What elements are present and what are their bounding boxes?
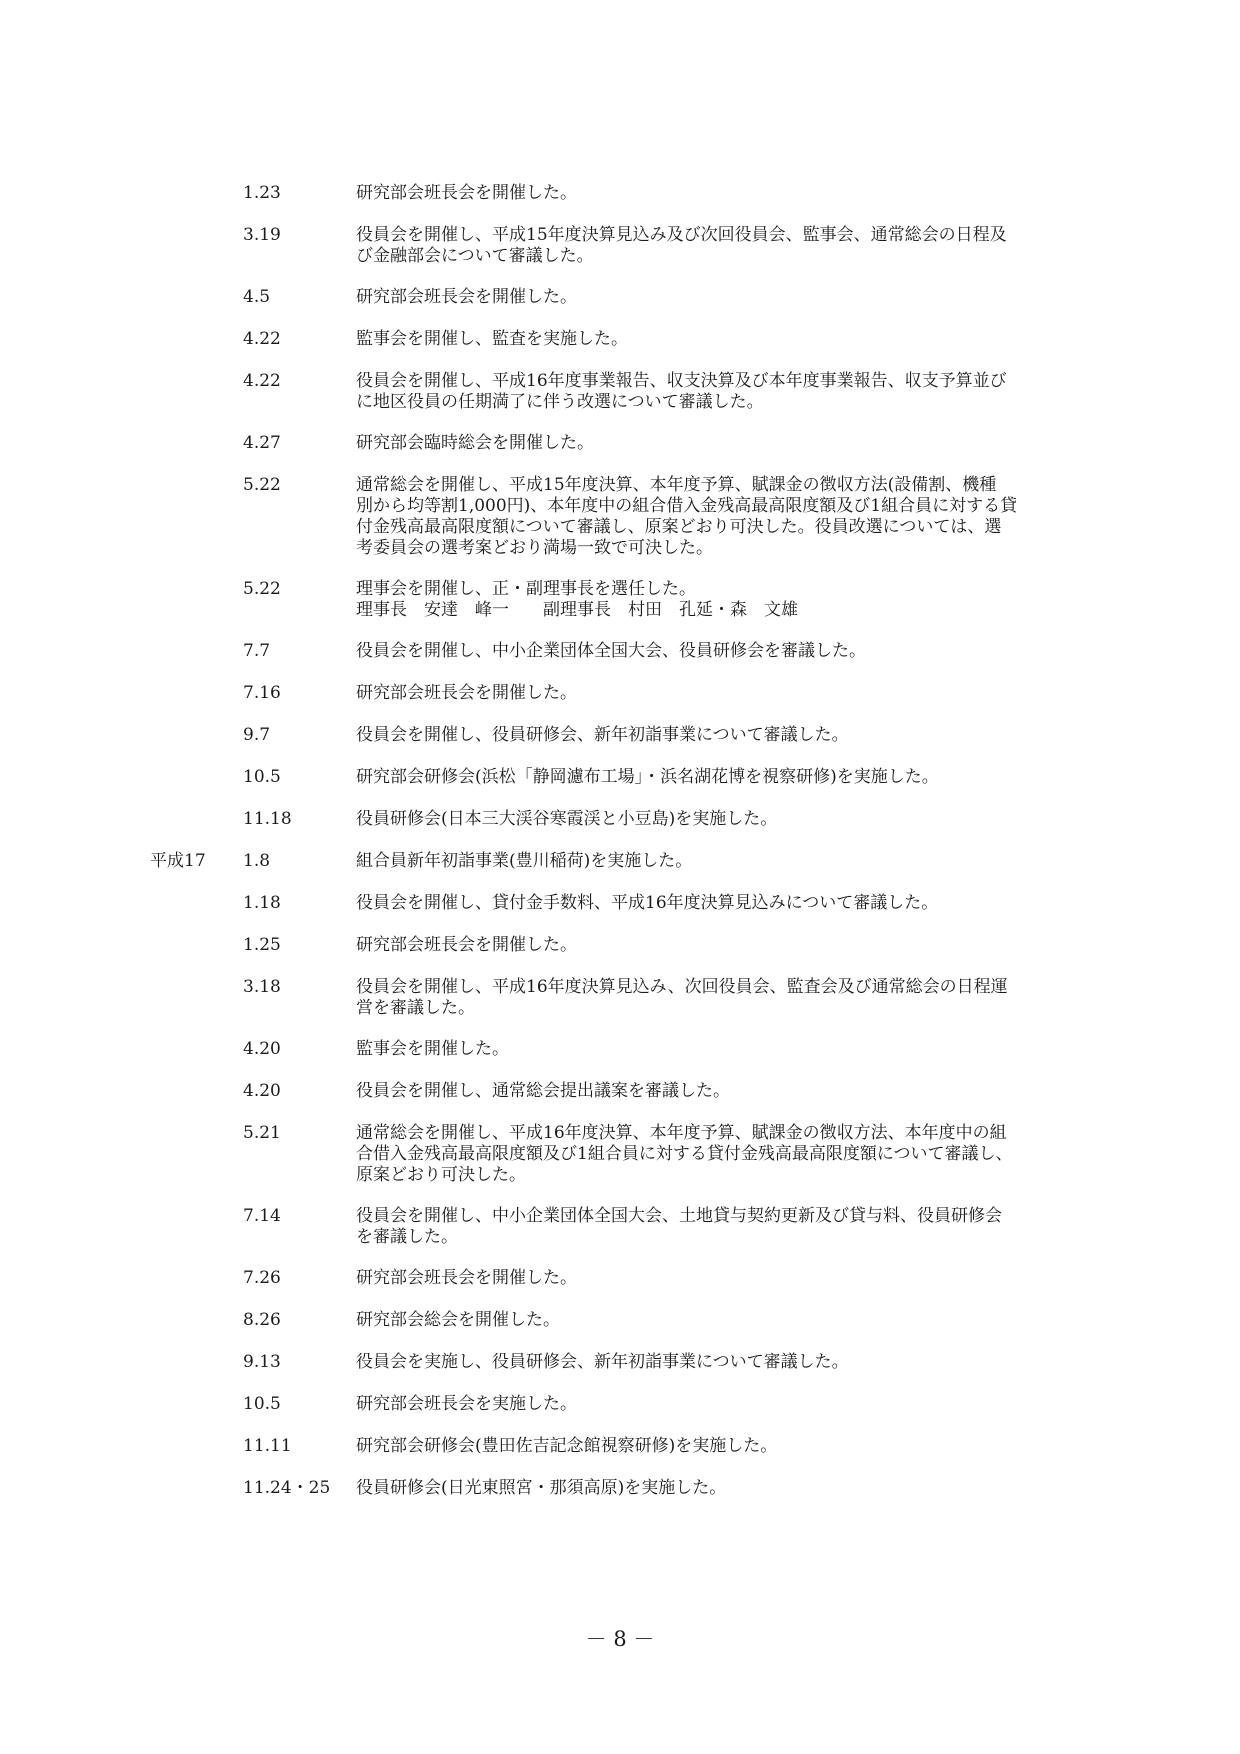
entry-date: 8.26 [243, 1310, 281, 1330]
chronology-entry [0, 1436, 1240, 1458]
chronology-entry [0, 1123, 1240, 1186]
entry-date: 10.5 [243, 767, 281, 787]
entry-text: 研究部会研修会(浜松「静岡濾布工場」・浜名湖花博を視察研修)を実施した。 [356, 767, 939, 787]
entry-text: 役員研修会(日本三大渓谷寒霞渓と小豆島)を実施した。 [356, 809, 778, 829]
chronology-entry [0, 1310, 1240, 1332]
entry-date: 7.26 [243, 1268, 281, 1288]
entry-date: 7.14 [243, 1206, 281, 1226]
chronology-entry [0, 767, 1240, 789]
chronology-entry [0, 371, 1240, 413]
entry-date: 5.22 [243, 475, 281, 495]
entry-date: 1.25 [243, 935, 281, 955]
chronology-entry [0, 183, 1240, 205]
entry-text: 役員会を開催し、役員研修会、新年初詣事業について審議した。 [356, 725, 849, 745]
entry-text: 研究部会班長会を開催した。 [356, 683, 577, 703]
chronology-entry [0, 977, 1240, 1019]
chronology-entry [0, 1268, 1240, 1290]
entry-date: 10.5 [243, 1394, 281, 1414]
entry-date: 4.27 [243, 433, 281, 453]
chronology-entry [0, 433, 1240, 455]
entry-text: 監事会を開催し、監査を実施した。 [356, 329, 628, 349]
entry-text: 役員会を開催し、平成16年度事業報告、収支決算及び本年度事業報告、収支予算並び に地区役員の任期満了に伴う改選について審議した。 [356, 371, 1007, 412]
entry-date: 3.18 [243, 977, 281, 997]
chronology-entry [0, 225, 1240, 267]
chronology-entry [0, 935, 1240, 957]
chronology-entry [0, 475, 1240, 559]
entry-date: 4.5 [243, 287, 271, 307]
entry-date: 11.24・25 [243, 1478, 331, 1498]
entry-text: 組合員新年初詣事業(豊川稲荷)を実施した。 [356, 851, 693, 871]
entry-text: 研究部会班長会を開催した。 [356, 1268, 577, 1288]
chronology-entry [0, 1394, 1240, 1416]
entry-date: 4.22 [243, 329, 281, 349]
chronology-entry [0, 1081, 1240, 1103]
entry-date: 11.18 [243, 809, 292, 829]
entry-text: 研究部会班長会を開催した。 [356, 287, 577, 307]
chronology-list [0, 183, 1240, 1520]
chronology-entry [0, 1206, 1240, 1248]
entry-date: 7.16 [243, 683, 281, 703]
entry-text: 役員会を開催し、中小企業団体全国大会、役員研修会を審議した。 [356, 641, 866, 661]
entry-text: 研究部会臨時総会を開催した。 [356, 433, 594, 453]
chronology-entry [0, 893, 1240, 915]
entry-text: 研究部会班長会を開催した。 [356, 183, 577, 203]
chronology-entry [0, 1352, 1240, 1374]
entry-text: 研究部会研修会(豊田佐吉記念館視察研修)を実施した。 [356, 1436, 778, 1456]
chronology-entry [0, 579, 1240, 621]
entry-text: 研究部会班長会を実施した。 [356, 1394, 577, 1414]
entry-date: 1.23 [243, 183, 281, 203]
entry-date: 5.21 [243, 1123, 281, 1143]
chronology-entry [0, 641, 1240, 663]
entry-text: 役員会を開催し、平成16年度決算見込み、次回役員会、監査会及び通常総会の日程運 営を審議した。 [356, 977, 1008, 1018]
chronology-entry [0, 329, 1240, 351]
entry-text: 役員会を開催し、平成15年度決算見込み及び次回役員会、監事会、通常総会の日程及 び金融部会について審議した。 [356, 225, 1007, 266]
entry-date: 4.20 [243, 1081, 281, 1101]
chronology-entry [0, 287, 1240, 309]
entry-date: 7.7 [243, 641, 271, 661]
chronology-entry [0, 683, 1240, 705]
entry-text: 役員会を開催し、中小企業団体全国大会、土地貸与契約更新及び貸与料、役員研修会 を審議した。 [356, 1206, 1002, 1247]
entry-date: 9.13 [243, 1352, 281, 1372]
entry-date: 5.22 [243, 579, 281, 599]
entry-date: 9.7 [243, 725, 271, 745]
entry-text: 役員研修会(日光東照宮・那須高原)を実施した。 [356, 1478, 727, 1498]
entry-text: 役員会を開催し、貸付金手数料、平成16年度決算見込みについて審議した。 [356, 893, 939, 913]
entry-text: 役員会を実施し、役員研修会、新年初詣事業について審議した。 [356, 1352, 849, 1372]
entry-text: 研究部会総会を開催した。 [356, 1310, 560, 1330]
entry-text: 理事会を開催し、正・副理事長を選任した。 理事長 安達 峰一 副理事長 村田 孔延・森 文雄 [356, 579, 798, 620]
entry-text: 役員会を開催し、通常総会提出議案を審議した。 [356, 1081, 730, 1101]
entry-text: 研究部会班長会を開催した。 [356, 935, 577, 955]
chronology-entry [0, 1039, 1240, 1061]
entry-date: 1.18 [243, 893, 281, 913]
chronology-entry [0, 809, 1240, 831]
entry-date: 3.19 [243, 225, 281, 245]
entry-text: 監事会を開催した。 [356, 1039, 509, 1059]
page-number: － 8 － [585, 1627, 655, 1651]
entry-text: 通常総会を開催し、平成15年度決算、本年度予算、賦課金の徴収方法(設備割、機種 別から均等割1,000円)、本年度中の組合借入金残高最高限度額及び1組合員に対する貸 付金残高最高限度額について審議し、原案どおり可決した。役員改選については、選 考委員会の選考案どおり満場一致で可決した。 [356, 475, 1018, 558]
entry-date: 4.20 [243, 1039, 281, 1059]
chronology-entry [0, 725, 1240, 747]
entry-text: 通常総会を開催し、平成16年度決算、本年度予算、賦課金の徴収方法、本年度中の組 合借入金残高最高限度額及び1組合員に対する貸付金残高最高限度額について審議し、 原案どおり可決した。 [356, 1123, 1013, 1185]
chronology-entry [0, 1478, 1240, 1500]
entry-era: 平成17 [150, 851, 206, 871]
entry-date: 1.8 [243, 851, 271, 871]
entry-date: 4.22 [243, 371, 281, 391]
entry-date: 11.11 [243, 1436, 292, 1456]
chronology-entry [0, 851, 1240, 873]
